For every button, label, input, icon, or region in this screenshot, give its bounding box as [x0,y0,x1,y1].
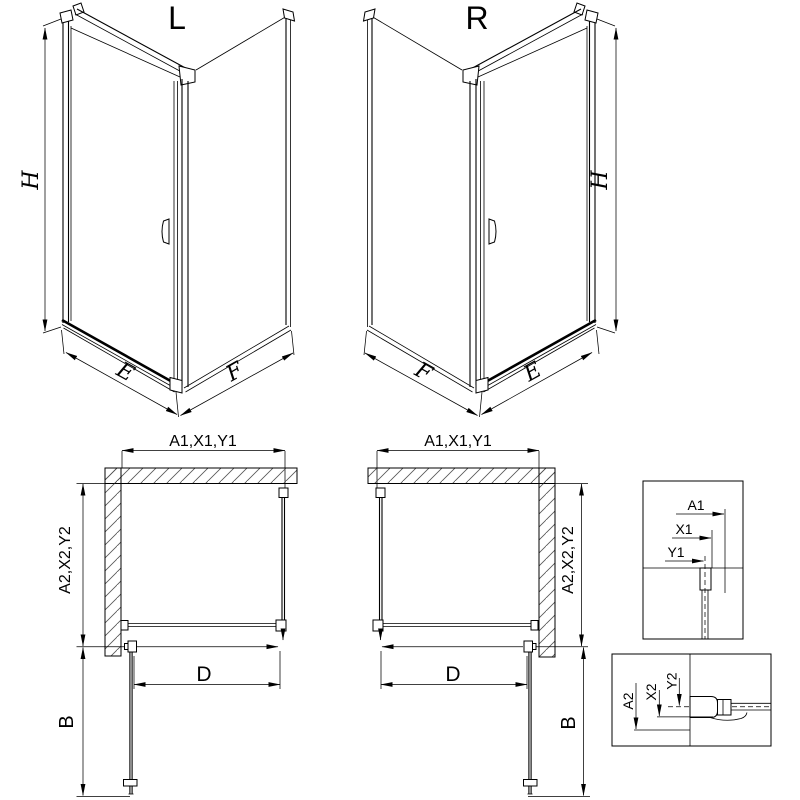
height-dim-label: H [19,170,44,190]
depth-dims-label: A2,X2,Y2 [560,526,577,594]
hinge-clamp-section [718,700,732,716]
door-side-dim-label: E [112,357,139,388]
fixed-panel-plan [373,488,385,640]
hinge-body-section [690,697,718,718]
fixed-panel-side [184,9,295,392]
fixed-panel-side [364,9,475,392]
corner-post [463,66,479,387]
y2-label: Y2 [663,672,680,690]
door-side-dim-label: E [519,357,546,388]
corner-post [179,66,195,387]
x1-label: X1 [675,521,693,537]
version-label-right: R [465,0,489,36]
door-handle [162,219,169,244]
detail-box-width [643,481,743,639]
door-edge-stile [174,81,178,385]
a1-label: A1 [687,497,705,513]
wall-profile-left [60,10,73,323]
dimension-opening-D-right [381,651,527,689]
closed-door-plan [121,621,276,631]
dimension-opening-D-left [134,651,280,689]
open-door-plan [124,652,138,794]
width-dims-label: A1,X1,Y1 [169,433,237,450]
wall-profile-section [700,568,711,590]
closed-door-plan [383,621,538,631]
door-edge-stile [481,81,485,385]
y1-label: Y1 [667,544,685,560]
plan-view-left [56,433,297,797]
open-door-plan [524,652,538,794]
wall-hatch-top [368,468,555,484]
door-handle [524,780,538,787]
dimension-width-E-left [62,330,179,417]
dimension-door-B-right [528,648,590,797]
wall-hatch-right [539,468,555,657]
dimension-width-F-left [181,331,295,416]
wall-hatch-left [105,468,121,656]
fixed-side-dim-label: F [410,357,436,387]
detail-box-depth [612,654,771,746]
width-dims-label: A1,X1,Y1 [424,433,492,450]
a2-label: A2 [620,692,636,710]
wall-profile-right [585,10,598,323]
bottom-corner-cap [476,378,488,394]
door-hinge [524,641,536,652]
plan-view-right [368,433,590,797]
bottom-corner-cap [170,378,182,394]
dimension-width-E-right [482,330,600,415]
opening-dim-label: D [196,663,212,686]
fixed-side-dim-label: F [222,357,248,387]
door-handle [124,780,138,787]
height-dim-label: H [588,170,613,190]
door-dim-label: B [56,715,78,729]
door-hinge [125,641,137,652]
version-label-left: L [168,0,186,36]
depth-dims-label: A2,X2,Y2 [57,526,74,594]
iso-view-left [19,0,295,417]
wall-hatch-top [105,468,297,484]
x2-label: X2 [643,683,659,701]
opening-dim-label: D [445,663,461,686]
iso-view-right [364,0,617,417]
dimension-door-B-left [56,648,130,797]
dimension-width-F-right [364,331,482,417]
dimension-height-right [588,19,616,333]
dimension-height-left [19,19,61,333]
door-dim-label: B [558,716,580,730]
fixed-panel-plan [276,488,288,640]
door-handle [489,219,496,244]
